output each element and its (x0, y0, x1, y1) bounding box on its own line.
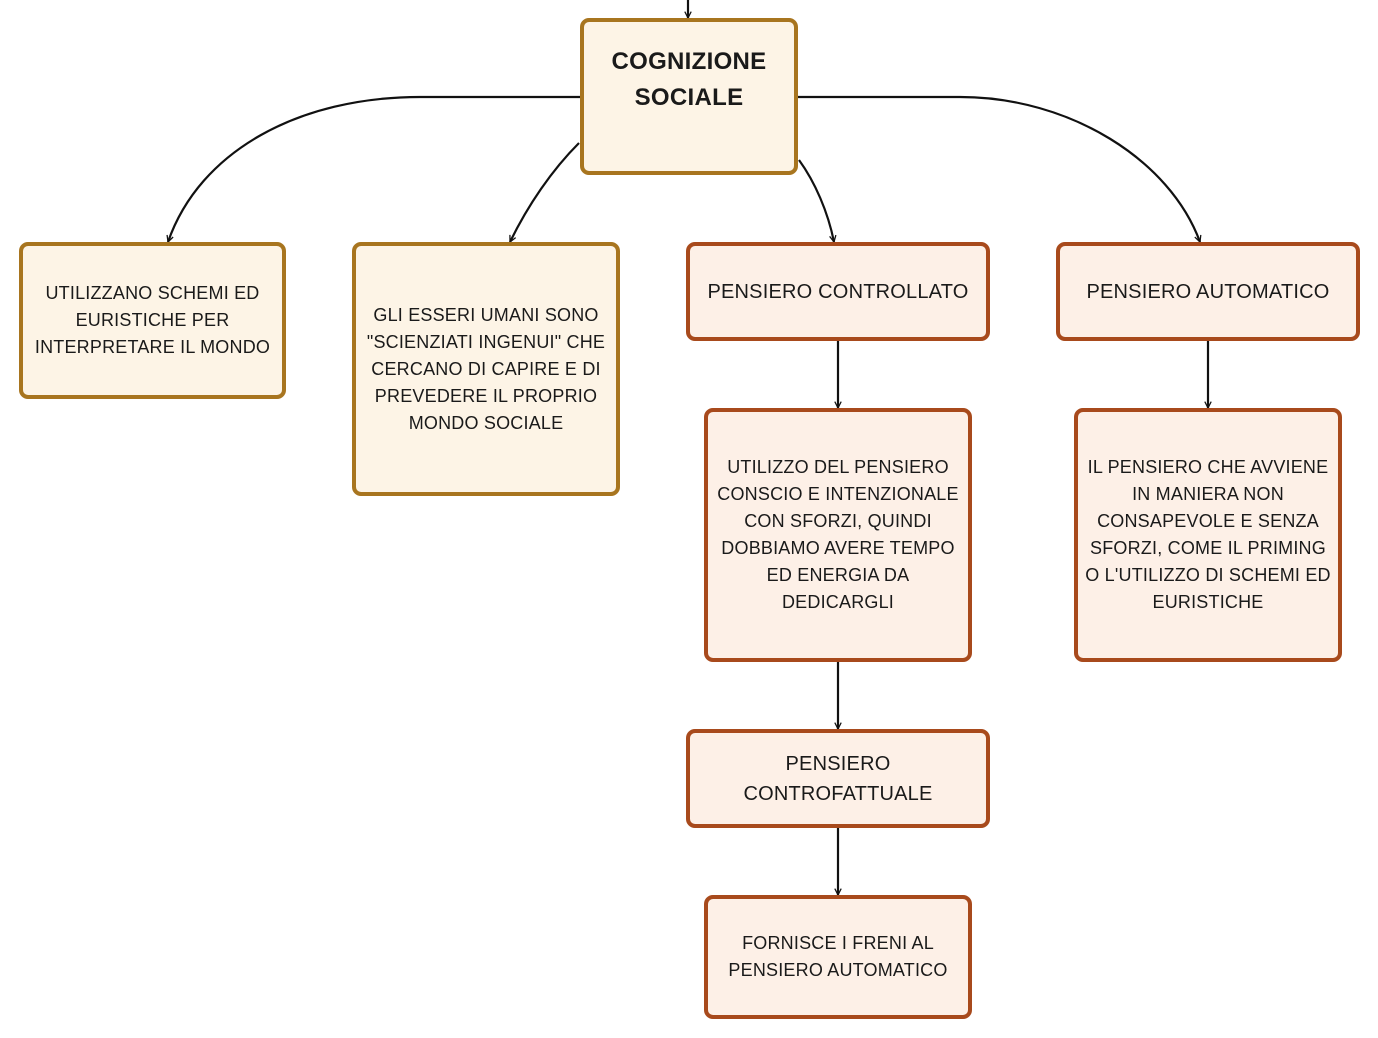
connector-root-to-automatico (797, 97, 1200, 242)
node-label: IL PENSIERO CHE AVVIENE IN MANIERA NON CONSAPEVOLE E SENZA SFORZI, COME IL PRIMING O L'UTILIZZO DI SCHEMI ED EURISTICHE (1085, 457, 1331, 612)
connector-root-to-controllato (799, 160, 834, 242)
node-cognizione-sociale[interactable] (580, 18, 798, 175)
node-label: FORNISCE I FRENI AL PENSIERO AUTOMATICO (728, 933, 948, 980)
node-label: UTILIZZO DEL PENSIERO CONSCIO E INTENZIONALE CON SFORZI, QUINDI DOBBIAMO AVERE TEMPO ED ENERGIA DA DEDICARGLI (717, 457, 959, 612)
node-pensiero-automatico-description[interactable] (1074, 408, 1342, 662)
node-label: PENSIERO CONTROFATTUALE (743, 752, 933, 805)
connector-root-to-scienziati (510, 143, 579, 242)
node-pensiero-controllato-description[interactable] (704, 408, 972, 662)
node-label: UTILIZZANO SCHEMI ED EURISTICHE PER INTERPRETARE IL MONDO (34, 283, 271, 357)
node-pensiero-automatico[interactable] (1056, 242, 1360, 341)
node-schemi-euristiche[interactable] (19, 242, 286, 399)
node-label: GLI ESSERI UMANI SONO "SCIENZIATI INGENUI" CHE CERCANO DI CAPIRE E DI PREVEDERE IL PROPRIO MONDO SOCIALE (366, 304, 606, 433)
node-freni-pensiero-automatico[interactable] (704, 895, 972, 1019)
node-pensiero-controllato[interactable] (686, 242, 990, 341)
node-label: COGNIZIONE SOCIALE (611, 48, 767, 111)
connector-root-to-schemi (168, 97, 580, 242)
node-pensiero-controfattuale[interactable] (686, 729, 990, 828)
node-label: PENSIERO AUTOMATICO (1086, 280, 1330, 303)
node-scienziati-ingenui[interactable] (352, 242, 620, 496)
node-label: PENSIERO CONTROLLATO (707, 280, 969, 303)
